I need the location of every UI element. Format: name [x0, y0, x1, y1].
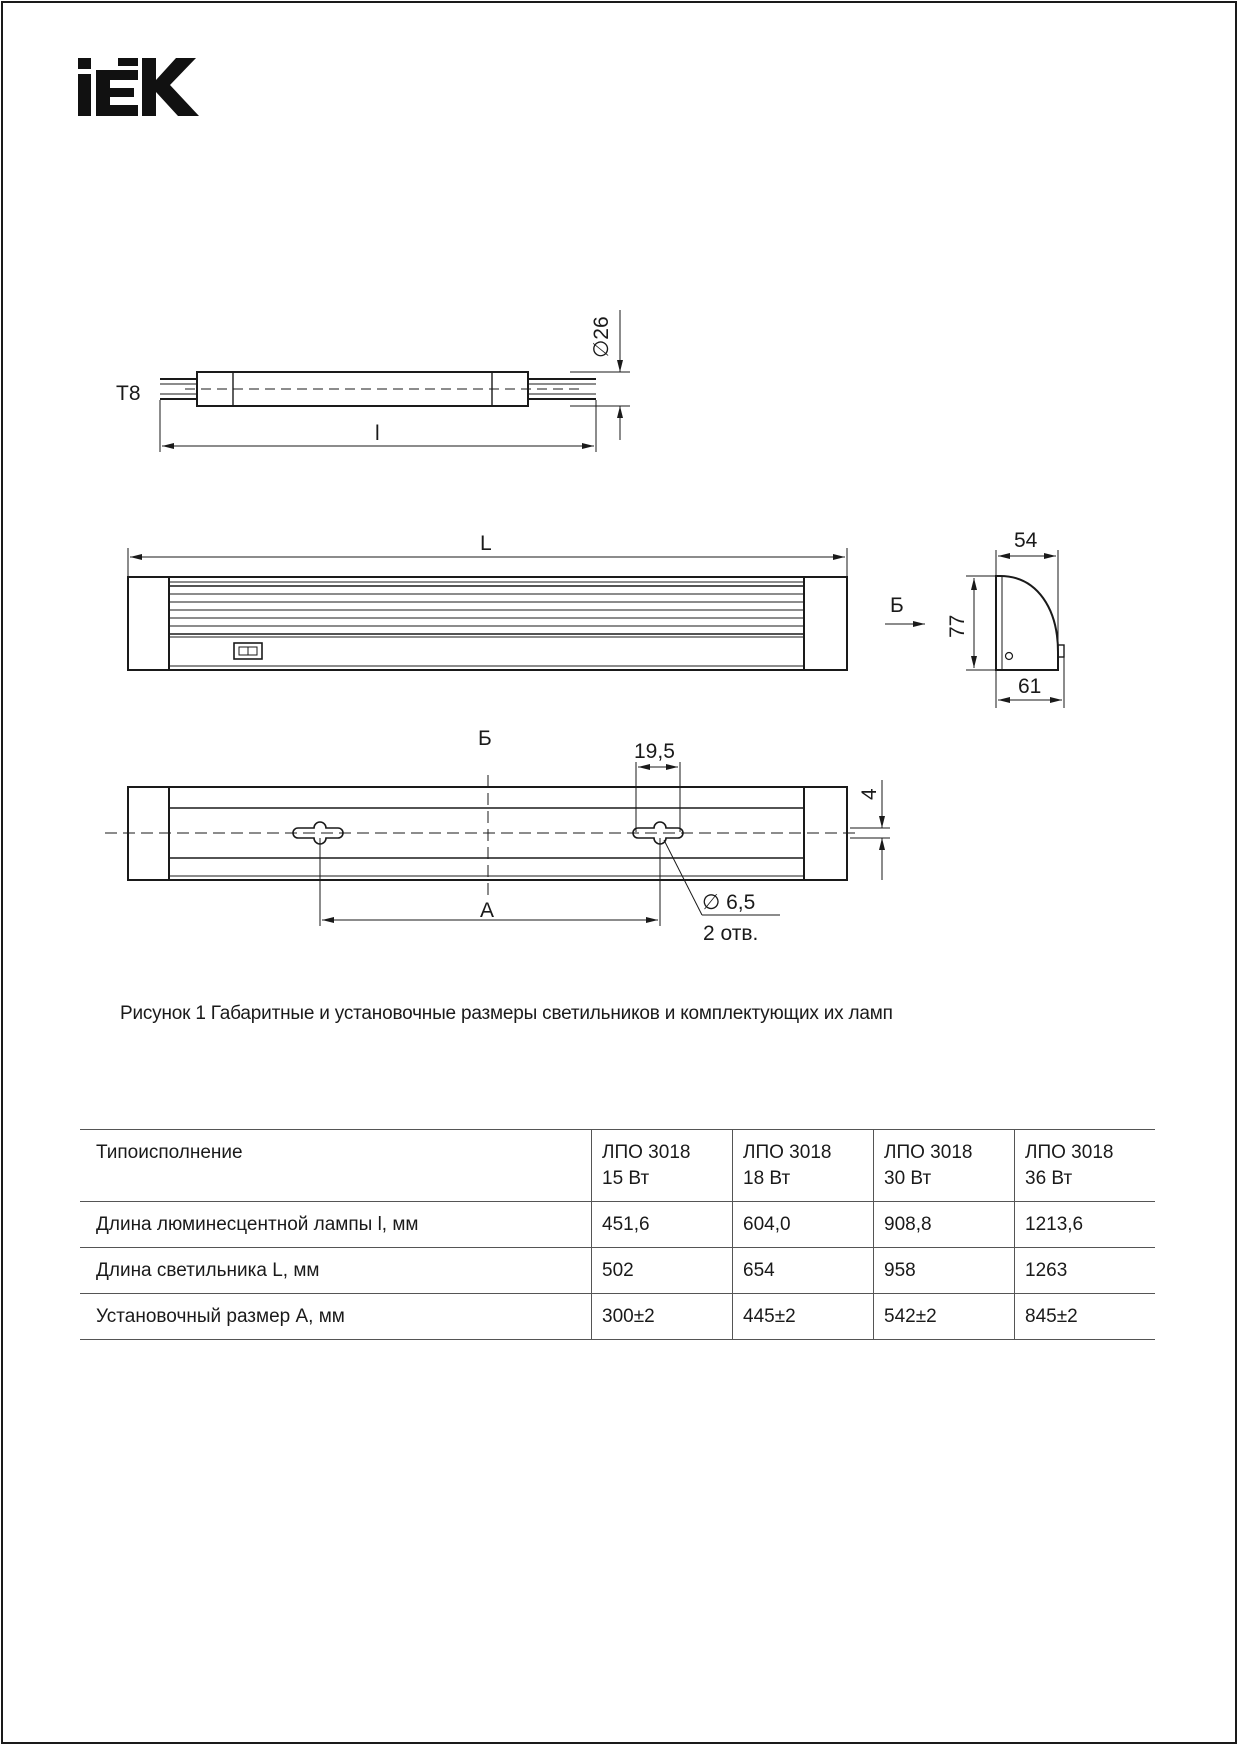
table-cell: 502	[592, 1248, 733, 1294]
spec-table	[80, 1129, 1155, 1340]
table-cell: 445±2	[733, 1294, 874, 1340]
offset-label: 4	[858, 788, 881, 800]
view-marker-rear: Б	[478, 727, 492, 750]
row-label: Длина светильника L, мм	[80, 1248, 592, 1294]
table-cell: 654	[733, 1248, 874, 1294]
table-cell: 300±2	[592, 1294, 733, 1340]
table-cell: 1263	[1015, 1248, 1156, 1294]
width-bottom-label: 61	[1018, 675, 1042, 698]
table-header-row	[80, 1130, 1155, 1202]
hole-diameter-label: ∅ 6,5	[702, 891, 756, 914]
lamp-diameter-label: ∅26	[590, 316, 613, 358]
height-label: 77	[946, 614, 969, 638]
table-cell: 604,0	[733, 1202, 874, 1248]
view-marker-side: Б	[890, 594, 904, 617]
table-cell: 958	[874, 1248, 1015, 1294]
row-label: Установочный размер A, мм	[80, 1294, 592, 1340]
width-top-label: 54	[1014, 529, 1038, 552]
header-cell-15w: ЛПО 3018 15 Вт	[592, 1130, 733, 1202]
lamp-view	[160, 310, 630, 452]
table-cell: 542±2	[874, 1294, 1015, 1340]
luminaire-length-label: L	[480, 532, 492, 555]
lamp-type-label: T8	[116, 382, 141, 405]
table-cell: 845±2	[1015, 1294, 1156, 1340]
table-cell: 908,8	[874, 1202, 1015, 1248]
front-view	[128, 548, 925, 670]
side-view	[966, 550, 1064, 708]
table-cell: 451,6	[592, 1202, 733, 1248]
slot-width-label: 19,5	[634, 740, 675, 763]
table-row	[80, 1202, 1155, 1248]
header-cell-36w: ЛПО 3018 36 Вт	[1015, 1130, 1156, 1202]
table-row	[80, 1248, 1155, 1294]
header-cell-type: Типоисполнение	[80, 1130, 592, 1202]
table-cell: 1213,6	[1015, 1202, 1156, 1248]
lamp-length-label: l	[375, 422, 380, 445]
row-label: Длина люминесцентной лампы l, мм	[80, 1202, 592, 1248]
rear-view	[105, 762, 890, 926]
header-cell-30w: ЛПО 3018 30 Вт	[874, 1130, 1015, 1202]
figure-caption: Рисунок 1 Габаритные и установочные размеры светильников и комплектующих их ламп	[120, 1003, 893, 1024]
header-cell-18w: ЛПО 3018 18 Вт	[733, 1130, 874, 1202]
table-row	[80, 1294, 1155, 1340]
mount-size-label: A	[480, 899, 495, 922]
holes-count-label: 2 отв.	[703, 922, 759, 945]
